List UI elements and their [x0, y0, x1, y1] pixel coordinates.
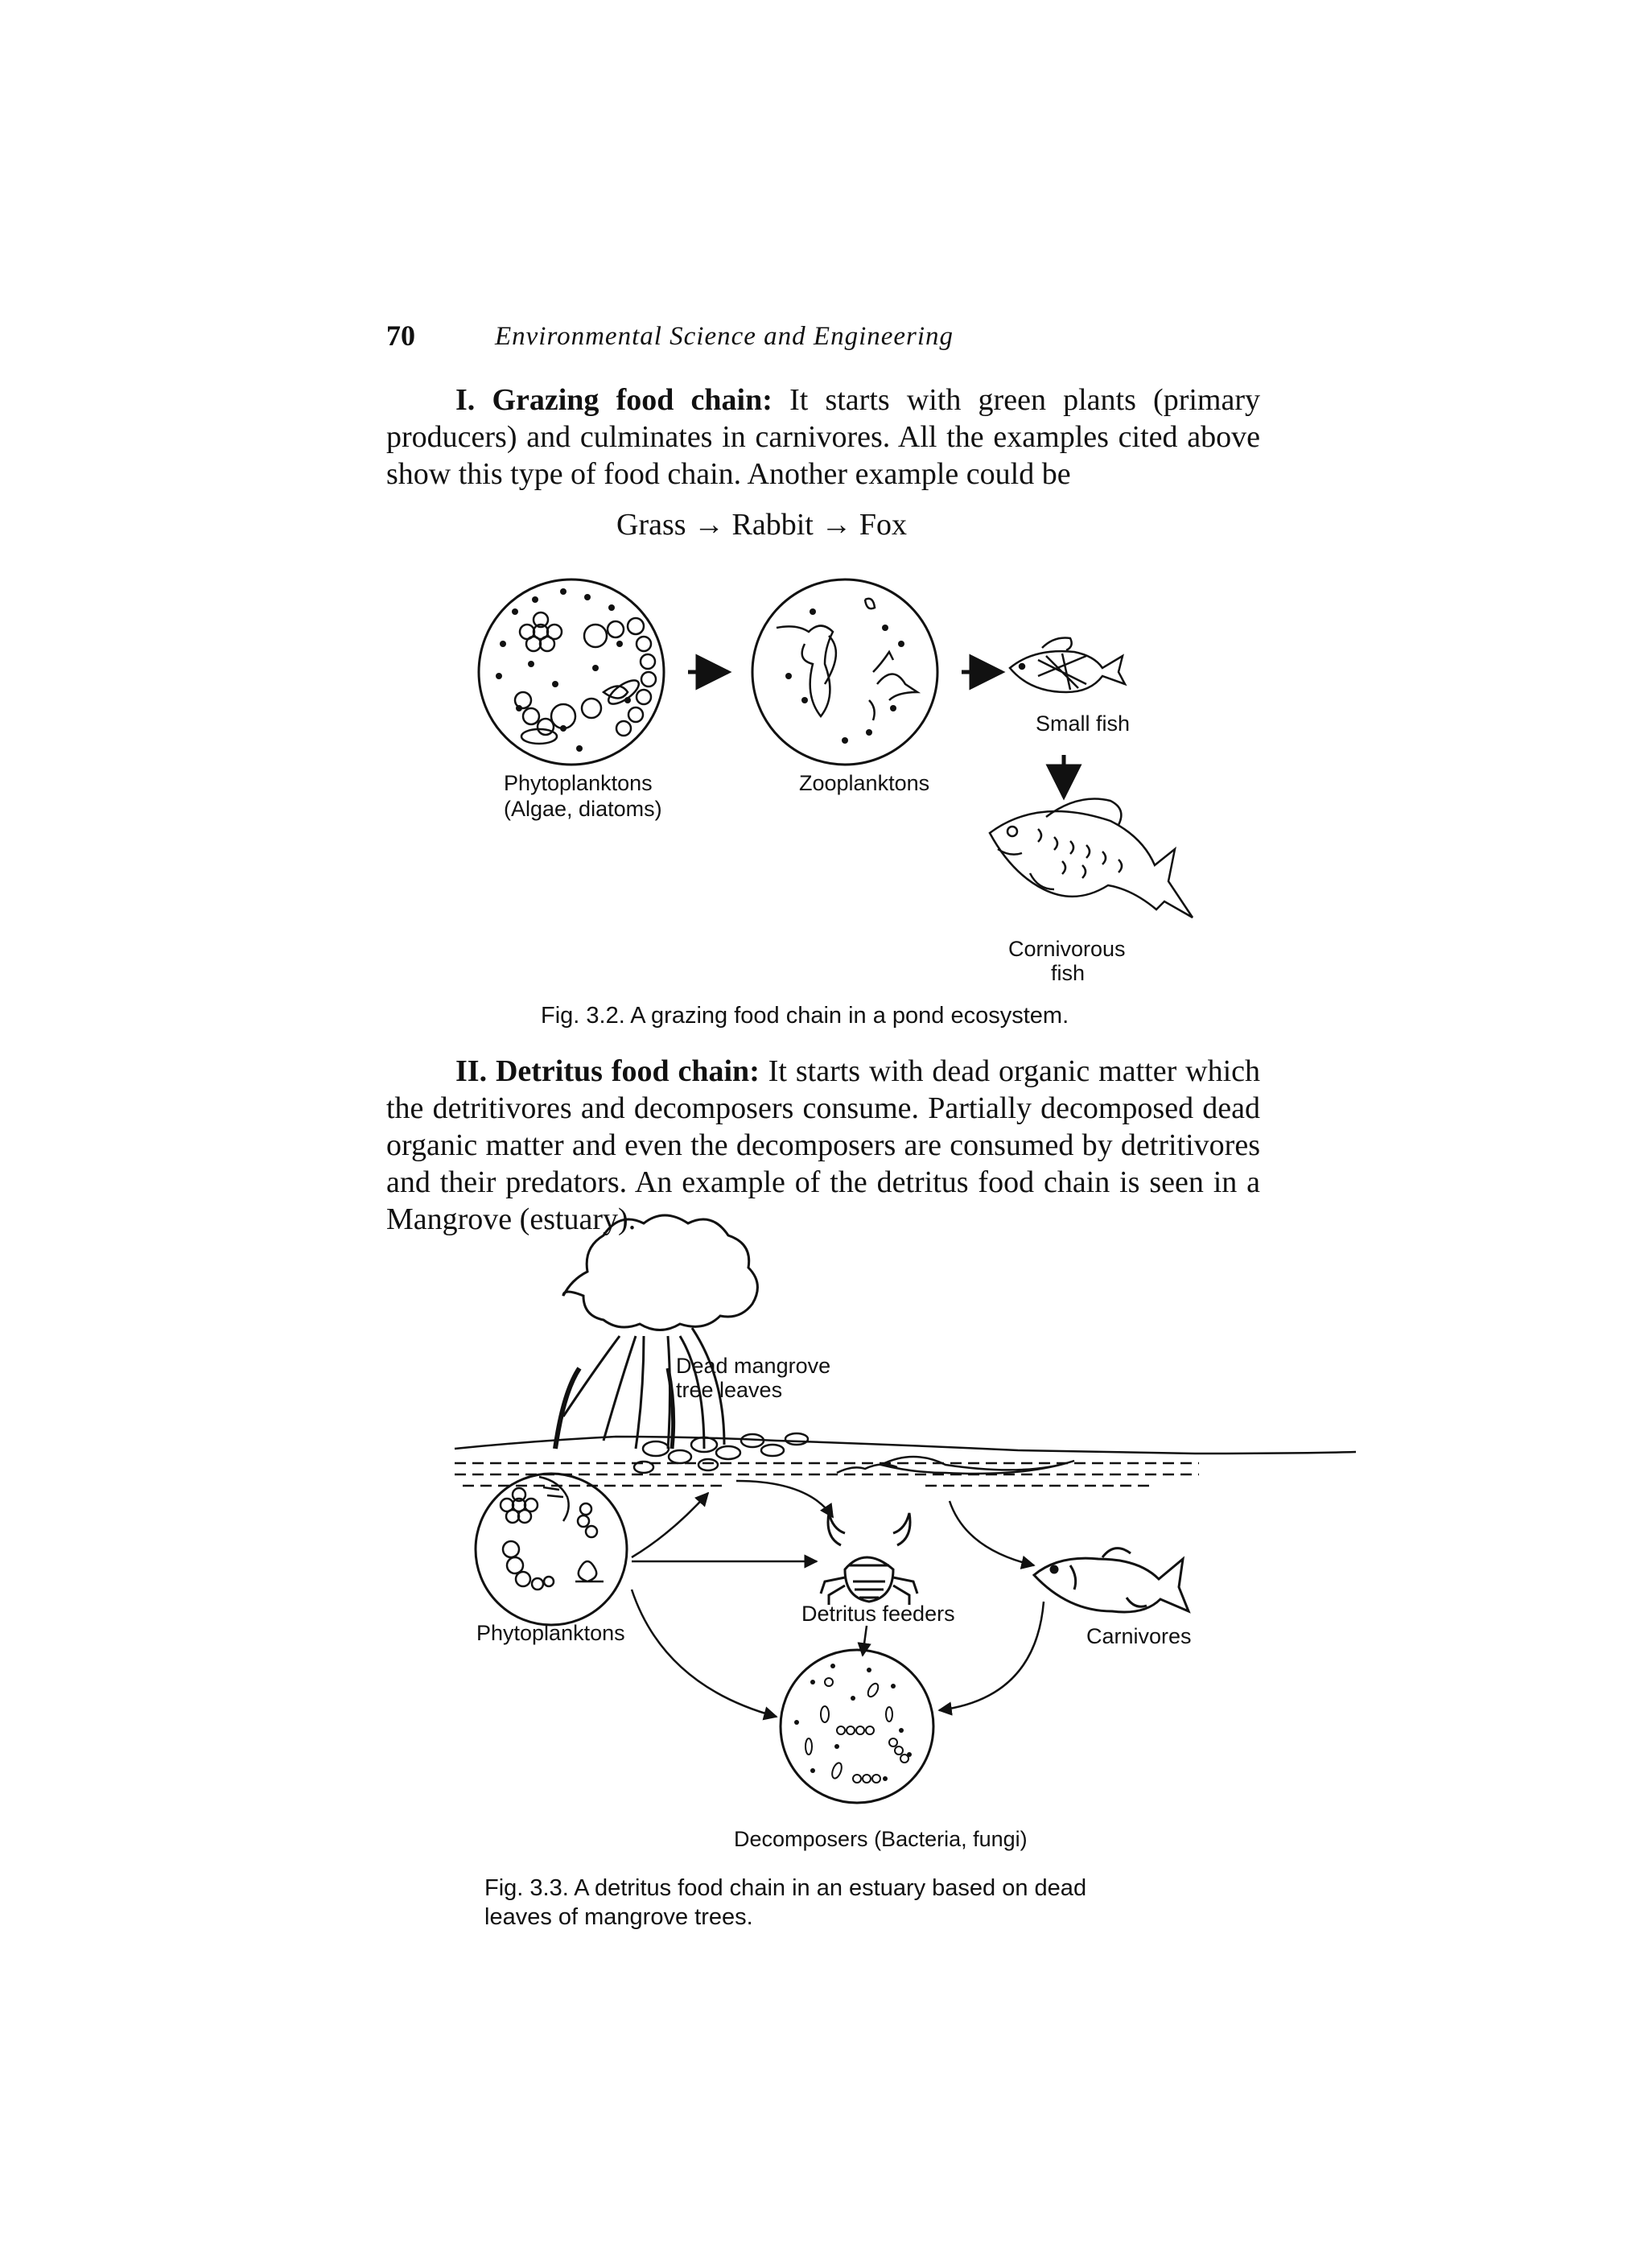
small-fish-label: Small fish: [1036, 711, 1131, 736]
detritus-feeder-icon: [821, 1513, 917, 1605]
detritus-body: It starts with dead organic matter which the detritivores and decomposers consume. Partially decomposed dead organic matter and even the decomposers are consumed by detritivores and their predators. An example of the detritus food chain is seen in a Mangrove (estuary).: [386, 1054, 1260, 1236]
zooplanktons-label: Zooplanktons: [799, 771, 930, 795]
cornivorous-fish-label: fish: [1051, 961, 1086, 985]
carnivore-fish-icon: [1034, 1548, 1189, 1612]
phytoplanktons-2-label: Phytoplanktons: [476, 1621, 625, 1645]
decomposers-label: Decomposers (Bacteria, fungi): [734, 1827, 1028, 1851]
running-title: Environmental Science and Engineering: [495, 322, 954, 351]
carnivorous-fish-icon: [990, 799, 1193, 918]
phytoplanktons-sublabel: (Algae, diatoms): [504, 797, 662, 821]
estuary-ground-icon: [455, 1433, 1356, 1486]
figure1-caption: Fig. 3.2. A grazing food chain in a pond ecosystem.: [541, 1003, 1069, 1029]
figure2-caption-line1: Fig. 3.3. A detritus food chain in an estuary based on dead: [484, 1875, 1087, 1901]
dead-leaves-label: Dead mangrove: [676, 1354, 831, 1378]
carnivores-label: Carnivores: [1086, 1624, 1192, 1648]
figure2-caption-line2: leaves of mangrove trees.: [484, 1904, 753, 1930]
grazing-heading: I. Grazing food chain:: [455, 383, 772, 417]
detritus-feeders-label: Detritus feeders: [801, 1602, 955, 1626]
decomposers-circle-icon: [781, 1650, 933, 1803]
detritus-paragraph: [386, 1053, 1260, 1238]
small-fish-icon: [1010, 638, 1125, 693]
grazing-body: It starts with green plants (primary producers) and culminates in carnivores. All the examples cited above show this type of food chain. Another example could be: [386, 383, 1260, 491]
phytoplankton-circle-2-icon: [476, 1474, 627, 1625]
cornivorous-label: Cornivorous: [1008, 937, 1126, 961]
food-chain-example: Grass → Rabbit → Fox: [616, 508, 907, 542]
grazing-paragraph: [386, 381, 1260, 493]
zooplankton-circle-icon: [752, 579, 937, 765]
page-number: 70: [386, 320, 415, 352]
mangrove-tree-icon: [555, 1215, 757, 1449]
phytoplanktons-label: Phytoplanktons: [504, 771, 653, 795]
phytoplankton-circle-icon: [479, 579, 664, 765]
detritus-heading: II. Detritus food chain:: [455, 1054, 760, 1088]
dead-leaves-label-2: tree leaves: [676, 1378, 783, 1402]
